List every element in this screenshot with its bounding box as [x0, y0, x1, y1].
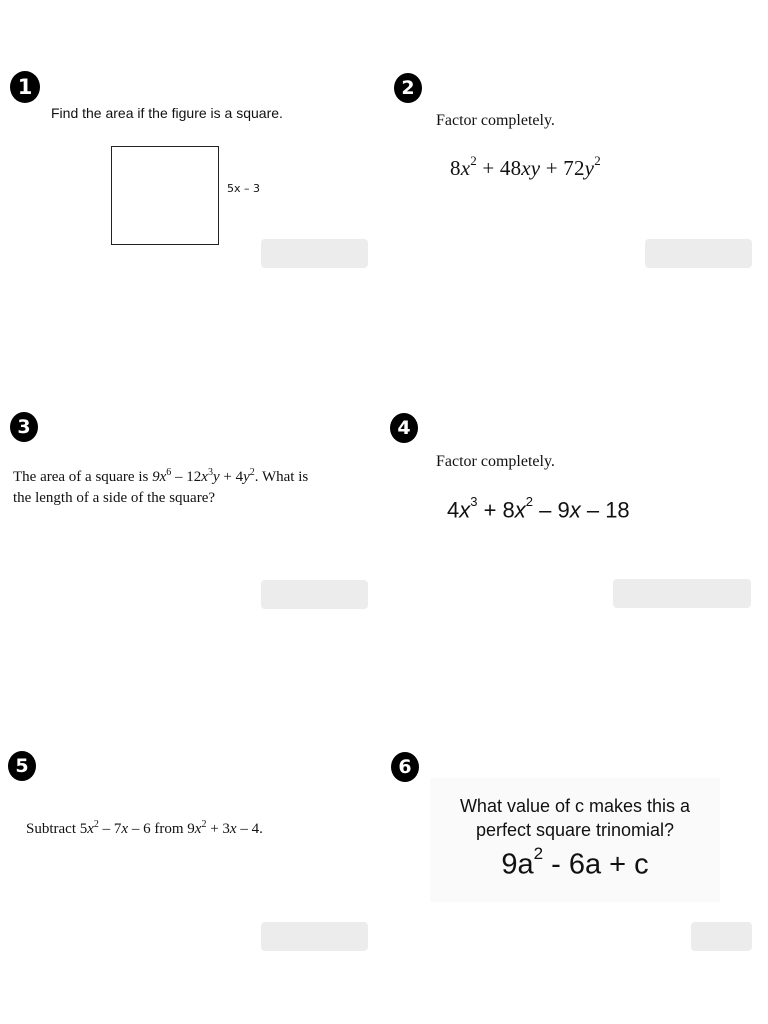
problem-1-prompt: Find the area if the figure is a square.	[51, 105, 283, 121]
problem-6-question-card	[430, 778, 720, 902]
square-figure	[111, 146, 219, 245]
problem-3-prompt: The area of a square is $9x^6 - 12x^3y + 4y^2$. What is the length of a side of the square?	[13, 467, 309, 506]
square-side-label: 5x – 3	[227, 182, 260, 195]
problem-3-answer-box[interactable]	[261, 580, 368, 609]
problem-2-prompt: Factor completely.	[436, 112, 555, 129]
problem-5-number-badge: 5	[8, 751, 36, 781]
problem-4-answer-box[interactable]	[613, 579, 751, 608]
problem-2-expression: $8x^2 + 48xy + 72y^2$	[450, 153, 601, 180]
problem-4-number-badge: 4	[390, 413, 418, 443]
problem-6-question-line-2: perfect square trinomial?	[475, 820, 675, 840]
problem-6-number-badge: 6	[391, 752, 419, 782]
problem-6-question-line-1: What value of c makes this a	[459, 796, 691, 816]
problem-2-number-badge: 2	[394, 73, 422, 103]
problem-4-expression: $4x^3 + 8x^2 - 9x - 18$	[447, 494, 630, 523]
problem-2-answer-box[interactable]	[645, 239, 752, 268]
problem-4-prompt: Factor completely.	[436, 453, 555, 470]
problem-3-number-badge: 3	[10, 412, 38, 442]
problem-6-expression: $9a^2 - 6a + c$	[501, 844, 649, 881]
problem-5-prompt: Subtract $5x^2 - 7x - 6$ from $9x^2 + 3x - 4$.	[26, 819, 263, 837]
problem-1-answer-box[interactable]	[261, 239, 368, 268]
problem-5-answer-box[interactable]	[261, 922, 368, 951]
problem-6-answer-box[interactable]	[691, 922, 752, 951]
problem-1-number-badge: 1	[10, 71, 40, 103]
